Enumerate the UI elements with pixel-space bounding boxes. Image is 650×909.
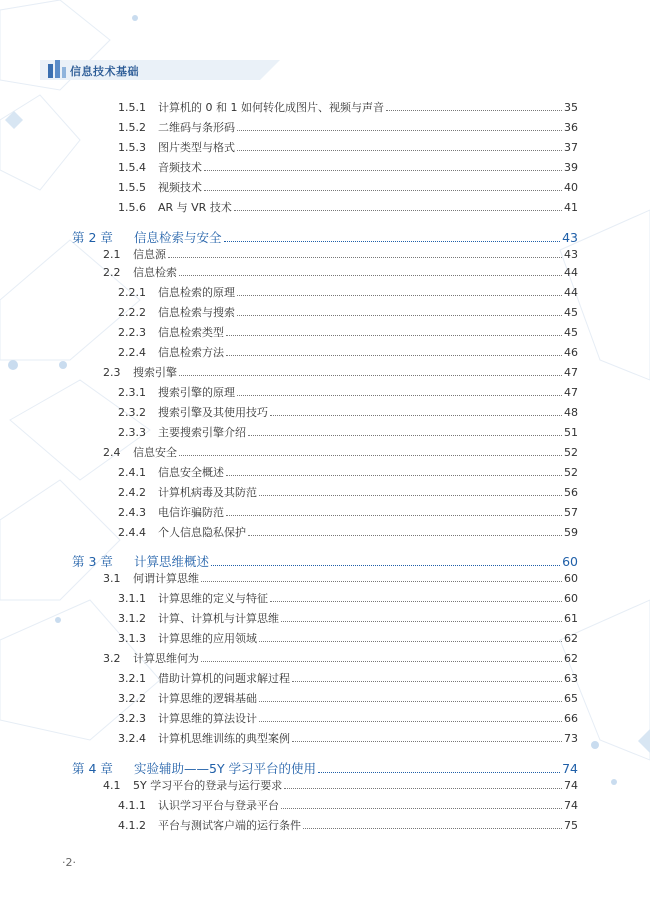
- toc-entry-page: 43: [564, 248, 578, 261]
- toc-entry-number: 2.2.3: [118, 326, 146, 339]
- toc-entry-page: 48: [564, 406, 578, 419]
- toc-entry-title: 借助计算机的问题求解过程: [158, 672, 290, 685]
- toc-entry-page: 62: [564, 632, 578, 645]
- toc-entry-title: 音频技术: [158, 161, 202, 174]
- toc-entry-page: 45: [564, 326, 578, 339]
- toc-dot-leader: [292, 680, 562, 682]
- toc-dot-leader: [237, 294, 562, 296]
- toc-entry-number: 2.4.2: [118, 486, 146, 499]
- toc-entry-number: 1.5.2: [118, 121, 146, 134]
- toc-entry-page: 45: [564, 306, 578, 319]
- toc-dot-leader: [201, 580, 562, 582]
- toc-entry-number: 2.3.3: [118, 426, 146, 439]
- toc-entry-title: 信息检索的原理: [158, 286, 235, 299]
- toc-entry-page: 39: [564, 161, 578, 174]
- toc-entry-page: 74: [564, 779, 578, 792]
- toc-entry-number: 2.4.1: [118, 466, 146, 479]
- toc-entry-page: 47: [564, 366, 578, 379]
- toc-entry-title: 计算思维的算法设计: [158, 712, 257, 725]
- toc-entry-page: 52: [564, 446, 578, 459]
- toc-entry-page: 65: [564, 692, 578, 705]
- toc-dot-leader: [281, 807, 562, 809]
- toc-entry-number: 1.5.6: [118, 201, 146, 214]
- toc-entry[interactable]: [118, 284, 578, 300]
- toc-entry-page: 59: [564, 526, 578, 539]
- toc-entry-title: 计算机的 0 和 1 如何转化成图片、视频与声音: [158, 101, 384, 114]
- toc-entry[interactable]: [118, 199, 578, 215]
- toc-entry-title: 电信诈骗防范: [158, 506, 224, 519]
- toc-entry-number: 4.1.1: [118, 799, 146, 812]
- toc-entry[interactable]: [118, 384, 578, 400]
- toc-entry-number: 2.2.1: [118, 286, 146, 299]
- toc-chapter-entry[interactable]: [72, 759, 578, 777]
- toc-entry-title: AR 与 VR 技术: [158, 201, 232, 214]
- toc-entry-number: 3.2.3: [118, 712, 146, 725]
- toc-entry-title: 信息检索方法: [158, 346, 224, 359]
- toc-entry-number: 第 2 章: [72, 230, 113, 245]
- toc-entry-title: 个人信息隐私保护: [158, 526, 246, 539]
- toc-entry-page: 66: [564, 712, 578, 725]
- toc-entry-page: 60: [564, 572, 578, 585]
- toc-entry-number: 2.2.2: [118, 306, 146, 319]
- toc-entry-number: 3.2.1: [118, 672, 146, 685]
- toc-dot-leader: [259, 720, 562, 722]
- toc-dot-leader: [226, 514, 562, 516]
- toc-entry-page: 62: [564, 652, 578, 665]
- toc-entry[interactable]: [118, 324, 578, 340]
- toc-entry[interactable]: [118, 139, 578, 155]
- toc-dot-leader: [237, 149, 562, 151]
- toc-entry[interactable]: [103, 246, 578, 262]
- toc-entry-title: 视频技术: [158, 181, 202, 194]
- toc-dot-leader: [211, 564, 560, 566]
- toc-entry-page: 74: [564, 799, 578, 812]
- toc-entry-title: 图片类型与格式: [158, 141, 235, 154]
- toc-entry[interactable]: [118, 590, 578, 606]
- toc-dot-leader: [248, 434, 562, 436]
- toc-dot-leader: [270, 414, 562, 416]
- toc-entry[interactable]: [118, 424, 578, 440]
- toc-entry[interactable]: [118, 630, 578, 646]
- toc-entry-title: 信息安全概述: [158, 466, 224, 479]
- toc-dot-leader: [386, 109, 562, 111]
- toc-entry-title: 信息检索与搜索: [158, 306, 235, 319]
- toc-dot-leader: [303, 827, 562, 829]
- toc-entry-number: 2.3: [103, 366, 121, 379]
- toc-entry-number: 2.4: [103, 446, 121, 459]
- toc-entry-number: 1.5.3: [118, 141, 146, 154]
- toc-entry-number: 第 4 章: [72, 761, 113, 776]
- toc-entry-page: 44: [564, 286, 578, 299]
- toc-entry[interactable]: [118, 464, 578, 480]
- toc-entry-number: 1.5.4: [118, 161, 146, 174]
- toc-entry-page: 43: [562, 230, 578, 245]
- toc-entry-title: 搜索引擎的原理: [158, 386, 235, 399]
- toc-dot-leader: [201, 660, 562, 662]
- toc-entry-title: 计算思维概述: [134, 554, 210, 569]
- toc-entry[interactable]: [118, 524, 578, 540]
- toc-entry[interactable]: [103, 264, 578, 280]
- toc-entry[interactable]: [118, 610, 578, 626]
- toc-entry-page: 47: [564, 386, 578, 399]
- toc-entry-page: 40: [564, 181, 578, 194]
- toc-dot-leader: [237, 314, 562, 316]
- toc-entry-title: 计算思维的定义与特征: [158, 592, 268, 605]
- toc-entry-page: 56: [564, 486, 578, 499]
- toc-dot-leader: [259, 700, 562, 702]
- toc-entry-number: 2.4.4: [118, 526, 146, 539]
- toc-dot-leader: [226, 334, 562, 336]
- toc-entry-title: 主要搜索引擎介绍: [158, 426, 246, 439]
- toc-entry-title: 实验辅助——5Y 学习平台的使用: [134, 761, 317, 776]
- toc-entry-number: 2.1: [103, 248, 121, 261]
- toc-dot-leader: [318, 771, 560, 773]
- toc-dot-leader: [281, 620, 562, 622]
- toc-entry-title: 5Y 学习平台的登录与运行要求: [133, 779, 283, 792]
- toc-dot-leader: [224, 240, 561, 242]
- toc-entry-title: 计算机病毒及其防范: [158, 486, 257, 499]
- toc-entry-number: 4.1.2: [118, 819, 146, 832]
- toc-entry[interactable]: [103, 444, 578, 460]
- toc-dot-leader: [204, 169, 562, 171]
- toc-dot-leader: [204, 189, 562, 191]
- page-number: ·2·: [62, 856, 76, 869]
- toc-dot-leader: [179, 274, 562, 276]
- toc-entry-title: 计算思维何为: [133, 652, 199, 665]
- toc-dot-leader: [168, 256, 562, 258]
- toc-entry-title: 搜索引擎: [133, 366, 177, 379]
- toc-dot-leader: [248, 534, 562, 536]
- toc-dot-leader: [259, 640, 562, 642]
- toc-chapter-entry[interactable]: [72, 228, 578, 246]
- toc-entry-title: 计算、计算机与计算思维: [158, 612, 279, 625]
- toc-entry-number: 3.2.2: [118, 692, 146, 705]
- toc-entry[interactable]: [103, 777, 578, 793]
- toc-entry-page: 60: [562, 554, 578, 569]
- toc-dot-leader: [234, 209, 562, 211]
- toc-entry-title: 平台与测试客户端的运行条件: [158, 819, 301, 832]
- toc-entry[interactable]: [118, 690, 578, 706]
- toc-entry[interactable]: [118, 119, 578, 135]
- toc-entry[interactable]: [118, 797, 578, 813]
- toc-entry-page: 74: [562, 761, 578, 776]
- toc-entry[interactable]: [118, 404, 578, 420]
- toc-entry-page: 63: [564, 672, 578, 685]
- toc-dot-leader: [284, 787, 562, 789]
- toc-dot-leader: [226, 474, 562, 476]
- toc-entry-page: 51: [564, 426, 578, 439]
- toc-entry-number: 3.1.2: [118, 612, 146, 625]
- toc-entry-title: 认识学习平台与登录平台: [158, 799, 279, 812]
- toc-entry-number: 3.1.1: [118, 592, 146, 605]
- toc-dot-leader: [179, 454, 562, 456]
- toc-entry-page: 73: [564, 732, 578, 745]
- toc-dot-leader: [259, 494, 562, 496]
- toc-entry[interactable]: [118, 484, 578, 500]
- toc-dot-leader: [179, 374, 562, 376]
- toc-entry[interactable]: [118, 670, 578, 686]
- toc-entry-page: 36: [564, 121, 578, 134]
- toc-entry-number: 3.2.4: [118, 732, 146, 745]
- toc-entry-number: 2.2: [103, 266, 121, 279]
- toc-entry-number: 3.1.3: [118, 632, 146, 645]
- toc-dot-leader: [292, 740, 562, 742]
- toc-entry-number: 第 3 章: [72, 554, 113, 569]
- toc-dot-leader: [270, 600, 562, 602]
- toc-entry-number: 2.3.2: [118, 406, 146, 419]
- toc-entry-page: 61: [564, 612, 578, 625]
- toc-entry[interactable]: [118, 817, 578, 833]
- toc-entry-title: 信息检索与安全: [134, 230, 222, 245]
- toc-entry[interactable]: [118, 99, 578, 115]
- toc-entry-title: 信息源: [133, 248, 166, 261]
- toc-entry-page: 35: [564, 101, 578, 114]
- toc-entry[interactable]: [103, 570, 578, 586]
- toc-entry-title: 二维码与条形码: [158, 121, 235, 134]
- toc-entry[interactable]: [118, 504, 578, 520]
- toc-entry-number: 2.3.1: [118, 386, 146, 399]
- toc-entry[interactable]: [118, 304, 578, 320]
- toc-entry[interactable]: [103, 650, 578, 666]
- toc-entry-title: 何谓计算思维: [133, 572, 199, 585]
- book-logo-icon: [46, 58, 68, 80]
- toc-entry[interactable]: [118, 179, 578, 195]
- toc-entry-title: 计算思维的应用领域: [158, 632, 257, 645]
- toc-chapter-entry[interactable]: [72, 552, 578, 570]
- toc-dot-leader: [237, 129, 562, 131]
- toc-entry-number: 3.2: [103, 652, 121, 665]
- toc-entry[interactable]: [118, 159, 578, 175]
- toc-dot-leader: [226, 354, 562, 356]
- toc-entry-number: 1.5.1: [118, 101, 146, 114]
- toc-entry-page: 41: [564, 201, 578, 214]
- toc-entry-title: 信息检索: [133, 266, 177, 279]
- toc-entry-page: 60: [564, 592, 578, 605]
- book-title: 信息技术基础: [70, 65, 139, 78]
- toc-entry-page: 37: [564, 141, 578, 154]
- toc-entry-number: 2.2.4: [118, 346, 146, 359]
- toc-entry-title: 搜索引擎及其使用技巧: [158, 406, 268, 419]
- toc-entry-title: 计算思维的逻辑基础: [158, 692, 257, 705]
- toc-entry-title: 计算机思维训练的典型案例: [158, 732, 290, 745]
- toc-entry-page: 57: [564, 506, 578, 519]
- toc-entry-title: 信息安全: [133, 446, 177, 459]
- toc-dot-leader: [237, 394, 562, 396]
- toc-entry-page: 52: [564, 466, 578, 479]
- toc-entry-number: 2.4.3: [118, 506, 146, 519]
- toc-entry-page: 46: [564, 346, 578, 359]
- toc-entry[interactable]: [103, 364, 578, 380]
- toc-entry[interactable]: [118, 730, 578, 746]
- toc-entry-number: 1.5.5: [118, 181, 146, 194]
- toc-entry-number: 4.1: [103, 779, 121, 792]
- toc-entry-title: 信息检索类型: [158, 326, 224, 339]
- toc-entry-number: 3.1: [103, 572, 121, 585]
- toc-entry[interactable]: [118, 344, 578, 360]
- toc-entry-page: 44: [564, 266, 578, 279]
- toc-entry-page: 75: [564, 819, 578, 832]
- toc-entry[interactable]: [118, 710, 578, 726]
